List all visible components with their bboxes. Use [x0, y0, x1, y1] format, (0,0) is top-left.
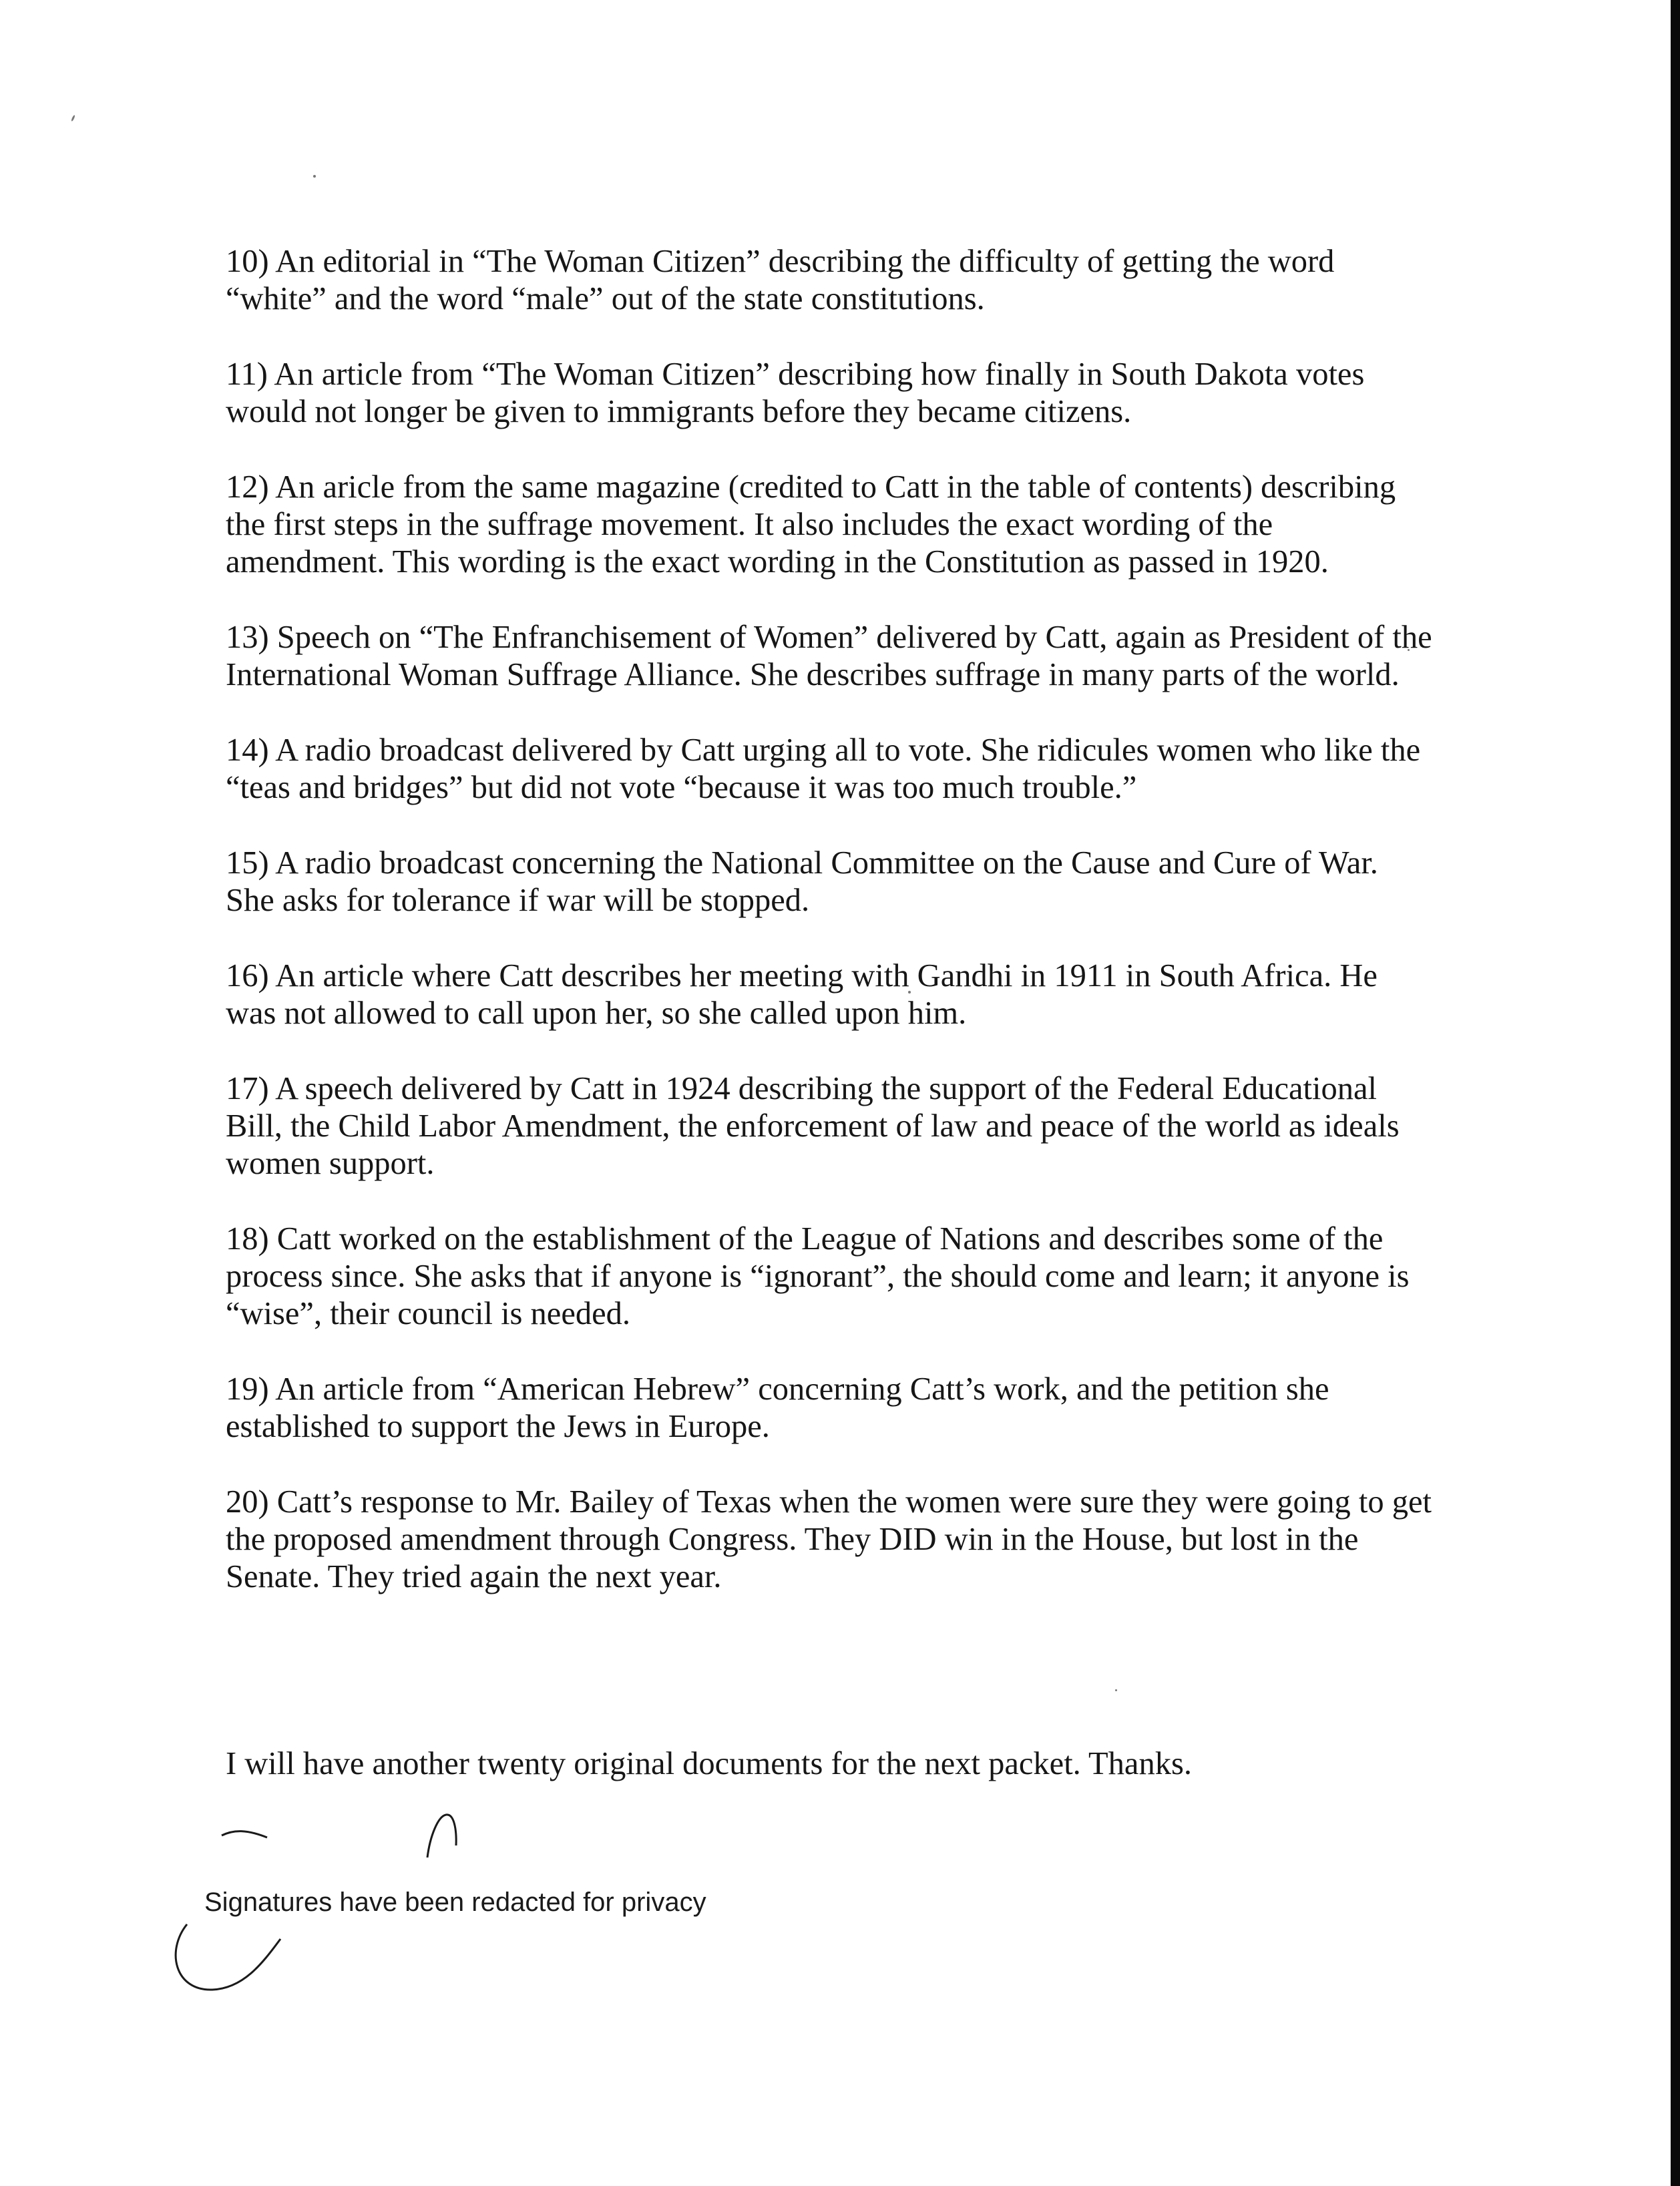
item-text: Catt worked on the establishment of the League of Nations and describes some of the process since. She asks that if anyone is “ignorant”, the should come and learn; it anyone is “wise”, their council is needed.	[226, 1221, 1410, 1331]
scan-speck	[1115, 1689, 1117, 1691]
document-item-10	[226, 243, 1434, 318]
signature-stroke-loop	[176, 1924, 280, 1990]
document-item-17	[226, 1070, 1434, 1182]
document-item-19	[226, 1371, 1434, 1446]
item-number: 12)	[226, 469, 269, 505]
item-number: 16)	[226, 958, 269, 994]
document-item-18	[226, 1221, 1434, 1333]
item-number: 17)	[226, 1071, 269, 1106]
item-number: 14)	[226, 732, 269, 768]
item-number: 10)	[226, 244, 269, 279]
item-number: 11)	[226, 357, 268, 392]
document-item-14	[226, 732, 1434, 807]
redaction-note: Signatures have been redacted for privacy	[204, 1888, 706, 1917]
item-number: 13)	[226, 620, 269, 655]
scan-speck	[71, 115, 75, 122]
item-text: Speech on “The Enfranchisement of Women” delivered by Catt, again as President of the International Woman Suffrage Alliance. She describes suffrage in many parts of the world.	[226, 620, 1432, 692]
item-number: 19)	[226, 1371, 269, 1407]
scan-edge-border	[1671, 0, 1680, 2186]
document-item-16	[226, 957, 1434, 1032]
document-item-20	[226, 1484, 1434, 1596]
item-text: A radio broadcast concerning the National Committee on the Cause and Cure of War. She asks for tolerance if war will be stopped.	[226, 845, 1378, 918]
item-text: An article from “American Hebrew” concerning Catt’s work, and the petition she established to support the Jews in Europe.	[226, 1371, 1329, 1444]
item-text: A speech delivered by Catt in 1924 describing the support of the Federal Educational Bill, the Child Labor Amendment, the enforcement of law and peace of the world as ideals women support.	[226, 1071, 1400, 1181]
item-number: 20)	[226, 1484, 269, 1520]
signature-stroke-arch	[427, 1815, 456, 1857]
document-item-11	[226, 356, 1434, 431]
item-number: 18)	[226, 1221, 269, 1257]
closing-line: I will have another twenty original documents for the next packet. Thanks.	[226, 1746, 1192, 1781]
item-text: A radio broadcast delivered by Catt urging all to vote. She ridicules women who like the “teas and bridges” but did not vote “because it was too much trouble.”	[226, 732, 1421, 805]
item-text: An article from “The Woman Citizen” describing how finally in South Dakota votes would not longer be given to immigrants before they became citizens.	[226, 357, 1365, 429]
document-item-12	[226, 469, 1434, 581]
item-text: An aricle from the same magazine (credited to Catt in the table of contents) describing the first steps in the suffrage movement. It also includes the exact wording of the amendment. This wording is the exact wording in the Constitution as passed in 1920.	[226, 469, 1396, 580]
scan-speck	[313, 175, 316, 178]
document-item-13	[226, 619, 1434, 694]
document-item-15	[226, 845, 1434, 919]
document-item-list	[226, 243, 1434, 1596]
signature-stroke-dash	[222, 1831, 267, 1837]
item-number: 15)	[226, 845, 269, 881]
item-text: An editorial in “The Woman Citizen” describing the difficulty of getting the word “white” and the word “male” out of the state constitutions.	[226, 244, 1335, 316]
item-text: Catt’s response to Mr. Bailey of Texas when the women were sure they were going to get the proposed amendment through Congress. They DID win in the House, but lost in the Senate. They tried again the next year.	[226, 1484, 1432, 1594]
item-text: An article where Catt describes her meeting with Gandhi in 1911 in South Africa. He was not allowed to call upon her, so she called upon him.	[226, 958, 1378, 1031]
